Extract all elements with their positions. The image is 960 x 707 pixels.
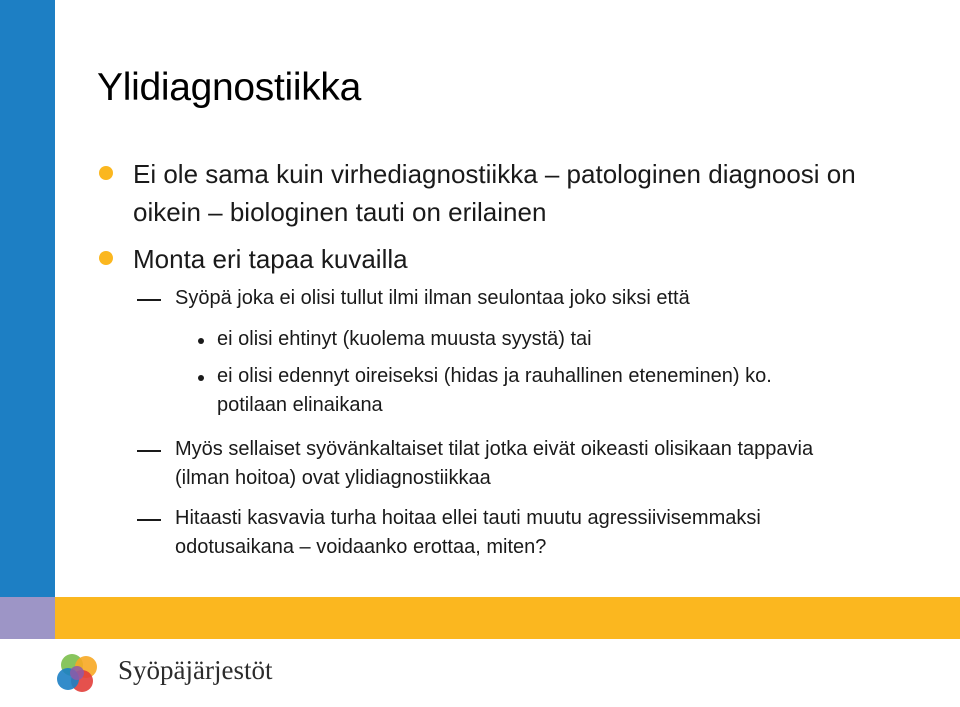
- sub-sub-item: ei olisi ehtinyt (kuolema muusta syystä) tai: [217, 328, 592, 350]
- bullet-dot: [99, 251, 113, 265]
- bullet-item: Ei ole sama kuin virhediagnostiikka – patologinen diagnoosi on oikein – biologinen tauti on erilainen: [133, 159, 856, 227]
- sub-bullet-dot: [198, 338, 204, 344]
- dash-marker: [137, 299, 161, 301]
- sub-item: Hitaasti kasvavia turha hoitaa ellei tauti muutu agressiivisemmaksi odotusaikana – voidaanko erottaa, miten?: [175, 507, 761, 558]
- syopajarjestot-logo-icon: [48, 643, 108, 703]
- slide-title: Ylidiagnostiikka: [97, 66, 362, 109]
- dash-marker: [137, 450, 161, 452]
- sub-sub-item: ei olisi edennyt oireiseksi (hidas ja rauhallinen eteneminen) ko. potilaan elinaikana: [217, 365, 772, 416]
- bullet-item: Monta eri tapaa kuvailla: [133, 244, 408, 274]
- sub-bullet-dot: [198, 375, 204, 381]
- left-accent-block: [0, 597, 55, 639]
- bullet-dot: [99, 166, 113, 180]
- sub-item: Myös sellaiset syövänkaltaiset tilat jotka eivät oikeasti olisikaan tappavia (ilman hoitoa) ovat ylidiagnostiikkaa: [175, 438, 814, 489]
- bottom-accent-bar: [55, 597, 960, 639]
- logo-text: Syöpäjärjestöt: [118, 655, 273, 685]
- sub-item: Syöpä joka ei olisi tullut ilmi ilman seulontaa joko siksi että: [175, 287, 690, 309]
- left-accent-bar: [0, 0, 55, 597]
- dash-marker: [137, 519, 161, 521]
